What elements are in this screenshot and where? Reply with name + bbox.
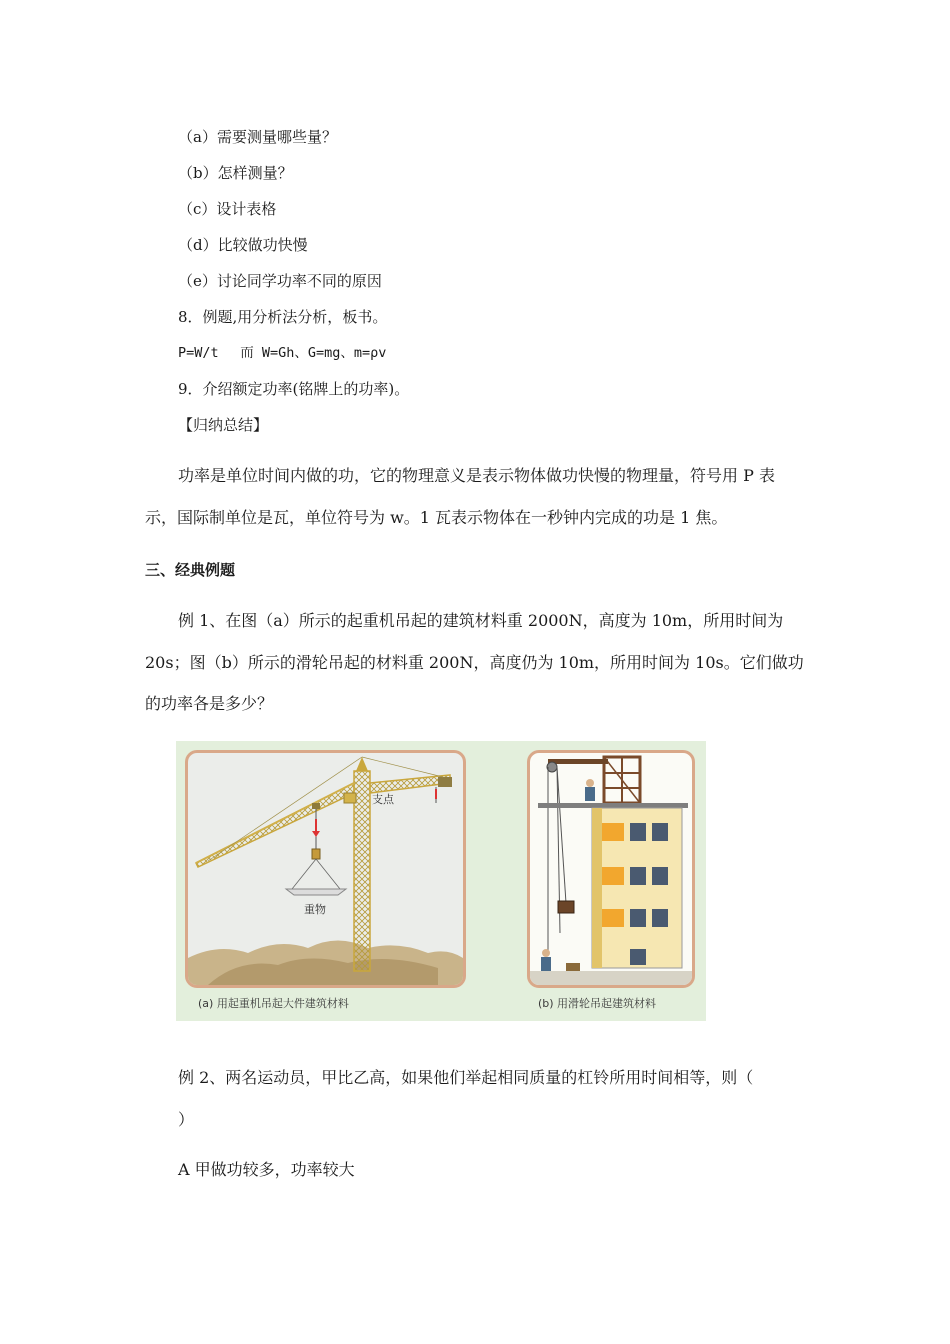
crane-panel <box>185 750 466 988</box>
step-a: （a）需要测量哪些量？ <box>178 128 337 146</box>
item-9: 9．介绍额定功率(铭牌上的功率)。 <box>178 380 410 398</box>
example-1-line-2: 20s；图（b）所示的滑轮吊起的材料重 200N，高度仍为 10m，所用时间为 10s。它们做功 <box>145 653 804 672</box>
formula: P=W/t 而 W=Gh、G=mg、m=ρv <box>178 345 387 361</box>
crane-illustration <box>188 753 463 985</box>
caption-a: (a) 用起重机吊起大件建筑材料 <box>198 997 349 1010</box>
example-1-line-1: 例 1、在图（a）所示的起重机吊起的建筑材料重 2000N，高度为 10m，所用时间为 <box>178 611 784 630</box>
step-c: （c）设计表格 <box>178 200 277 218</box>
summary-line-1: 功率是单位时间内做的功，它的物理意义是表示物体做功快慢的物理量，符号用 P 表 <box>178 466 775 485</box>
pulley-illustration <box>530 753 692 985</box>
step-e: （e）讨论同学功率不同的原因 <box>178 272 382 290</box>
step-b: （b）怎样测量？ <box>178 164 293 182</box>
summary-line-2: 示，国际制单位是瓦，单位符号为 w。1 瓦表示物体在一秒钟内完成的功是 1 焦。 <box>145 508 728 527</box>
weight-label: 重物 <box>304 903 326 916</box>
example-2-option-a: A 甲做功较多，功率较大 <box>178 1160 355 1179</box>
item-8: 8．例题,用分析法分析，板书。 <box>178 308 388 326</box>
section-heading: 三、经典例题 <box>145 561 236 579</box>
step-d: （d）比较做功快慢 <box>178 236 308 254</box>
pulley-panel <box>527 750 695 988</box>
caption-b: (b) 用滑轮吊起建筑材料 <box>538 997 657 1010</box>
example-1-line-3: 的功率各是多少？ <box>145 694 274 713</box>
example-figure <box>176 741 706 1021</box>
summary-heading: 【归纳总结】 <box>178 416 269 434</box>
pivot-label: 支点 <box>372 793 394 806</box>
example-2-line-1: 例 2、两名运动员，甲比乙高，如果他们举起相同质量的杠铃所用时间相等，则（ <box>178 1068 754 1087</box>
example-2-line-2: ） <box>178 1110 195 1129</box>
